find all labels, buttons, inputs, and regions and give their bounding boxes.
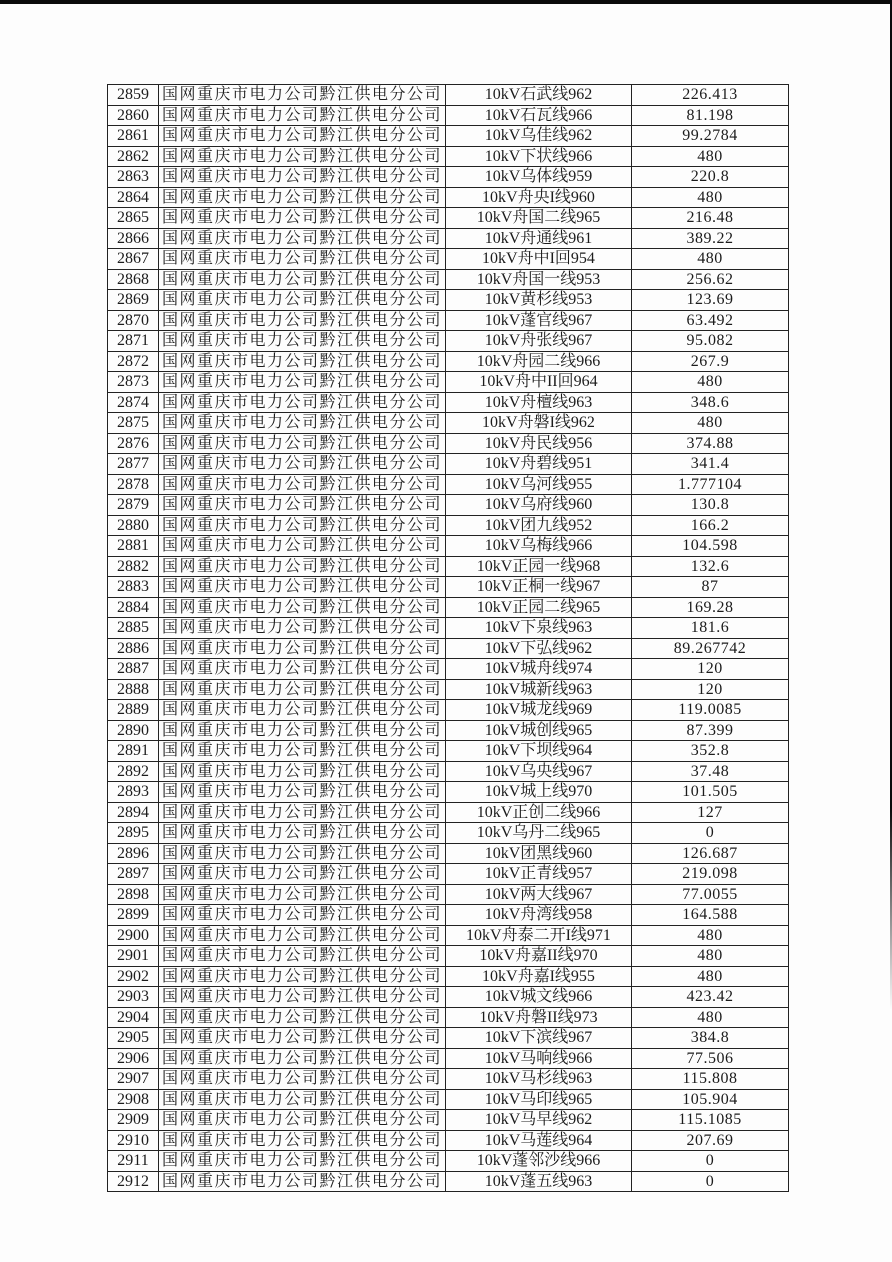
company-cell: 国网重庆市电力公司黔江供电分公司 xyxy=(159,249,446,270)
value-cell: 166.2 xyxy=(632,515,789,536)
row-number-cell: 2890 xyxy=(108,720,159,741)
row-number-cell: 2910 xyxy=(108,1130,159,1151)
line-name-cell: 10kV蓬五线963 xyxy=(446,1171,632,1192)
value-cell: 389.22 xyxy=(632,228,789,249)
line-name-cell: 10kV石瓦线966 xyxy=(446,105,632,126)
table-row xyxy=(108,823,789,844)
value-cell: 127 xyxy=(632,802,789,823)
company-cell: 国网重庆市电力公司黔江供电分公司 xyxy=(159,761,446,782)
row-number-cell: 2884 xyxy=(108,597,159,618)
row-number-cell: 2879 xyxy=(108,495,159,516)
row-number-cell: 2902 xyxy=(108,966,159,987)
value-cell: 226.413 xyxy=(632,85,789,106)
company-cell: 国网重庆市电力公司黔江供电分公司 xyxy=(159,720,446,741)
line-name-cell: 10kV石武线962 xyxy=(446,85,632,106)
line-name-cell: 10kV蓬邻沙线966 xyxy=(446,1151,632,1172)
table-row xyxy=(108,659,789,680)
line-name-cell: 10kV下状线966 xyxy=(446,146,632,167)
table-row xyxy=(108,843,789,864)
value-cell: 130.8 xyxy=(632,495,789,516)
table-row xyxy=(108,1089,789,1110)
row-number-cell: 2868 xyxy=(108,269,159,290)
table-row xyxy=(108,700,789,721)
line-name-cell: 10kV舟中II回964 xyxy=(446,372,632,393)
row-number-cell: 2881 xyxy=(108,536,159,557)
value-cell: 1.777104 xyxy=(632,474,789,495)
line-name-cell: 10kV城龙线969 xyxy=(446,700,632,721)
company-cell: 国网重庆市电力公司黔江供电分公司 xyxy=(159,269,446,290)
row-number-cell: 2888 xyxy=(108,679,159,700)
company-cell: 国网重庆市电力公司黔江供电分公司 xyxy=(159,597,446,618)
row-number-cell: 2875 xyxy=(108,413,159,434)
table-row xyxy=(108,413,789,434)
line-name-cell: 10kV乌央线967 xyxy=(446,761,632,782)
row-number-cell: 2865 xyxy=(108,208,159,229)
company-cell: 国网重庆市电力公司黔江供电分公司 xyxy=(159,187,446,208)
table-row xyxy=(108,228,789,249)
row-number-cell: 2870 xyxy=(108,310,159,331)
company-cell: 国网重庆市电力公司黔江供电分公司 xyxy=(159,1151,446,1172)
table-row xyxy=(108,85,789,106)
row-number-cell: 2909 xyxy=(108,1110,159,1131)
value-cell: 341.4 xyxy=(632,454,789,475)
table-row xyxy=(108,454,789,475)
value-cell: 101.505 xyxy=(632,782,789,803)
company-cell: 国网重庆市电力公司黔江供电分公司 xyxy=(159,1069,446,1090)
value-cell: 480 xyxy=(632,249,789,270)
value-cell: 77.0055 xyxy=(632,884,789,905)
line-name-cell: 10kV舟磐I线962 xyxy=(446,413,632,434)
company-cell: 国网重庆市电力公司黔江供电分公司 xyxy=(159,802,446,823)
table-row xyxy=(108,638,789,659)
line-name-cell: 10kV舟民线956 xyxy=(446,433,632,454)
company-cell: 国网重庆市电力公司黔江供电分公司 xyxy=(159,351,446,372)
company-cell: 国网重庆市电力公司黔江供电分公司 xyxy=(159,454,446,475)
table-row xyxy=(108,720,789,741)
line-name-cell: 10kV团黑线960 xyxy=(446,843,632,864)
row-number-cell: 2900 xyxy=(108,925,159,946)
value-cell: 89.267742 xyxy=(632,638,789,659)
company-cell: 国网重庆市电力公司黔江供电分公司 xyxy=(159,925,446,946)
company-cell: 国网重庆市电力公司黔江供电分公司 xyxy=(159,966,446,987)
company-cell: 国网重庆市电力公司黔江供电分公司 xyxy=(159,413,446,434)
company-cell: 国网重庆市电力公司黔江供电分公司 xyxy=(159,556,446,577)
company-cell: 国网重庆市电力公司黔江供电分公司 xyxy=(159,515,446,536)
company-cell: 国网重庆市电力公司黔江供电分公司 xyxy=(159,618,446,639)
company-cell: 国网重庆市电力公司黔江供电分公司 xyxy=(159,577,446,598)
row-number-cell: 2864 xyxy=(108,187,159,208)
line-name-cell: 10kV舟檀线963 xyxy=(446,392,632,413)
company-cell: 国网重庆市电力公司黔江供电分公司 xyxy=(159,1171,446,1192)
line-name-cell: 10kV舟园二线966 xyxy=(446,351,632,372)
line-name-cell: 10kV舟碧线951 xyxy=(446,454,632,475)
line-name-cell: 10kV马早线962 xyxy=(446,1110,632,1131)
row-number-cell: 2887 xyxy=(108,659,159,680)
company-cell: 国网重庆市电力公司黔江供电分公司 xyxy=(159,1130,446,1151)
table-row xyxy=(108,392,789,413)
value-cell: 0 xyxy=(632,823,789,844)
line-name-cell: 10kV城新线963 xyxy=(446,679,632,700)
line-name-cell: 10kV两大线967 xyxy=(446,884,632,905)
row-number-cell: 2911 xyxy=(108,1151,159,1172)
company-cell: 国网重庆市电力公司黔江供电分公司 xyxy=(159,843,446,864)
row-number-cell: 2882 xyxy=(108,556,159,577)
power-line-table xyxy=(107,84,789,1192)
line-name-cell: 10kV乌佳线962 xyxy=(446,126,632,147)
row-number-cell: 2904 xyxy=(108,1007,159,1028)
table-row xyxy=(108,495,789,516)
table-row xyxy=(108,966,789,987)
line-name-cell: 10kV乌梅线966 xyxy=(446,536,632,557)
value-cell: 63.492 xyxy=(632,310,789,331)
table-row xyxy=(108,577,789,598)
table-row xyxy=(108,618,789,639)
value-cell: 0 xyxy=(632,1151,789,1172)
company-cell: 国网重庆市电力公司黔江供电分公司 xyxy=(159,167,446,188)
line-name-cell: 10kV正创二线966 xyxy=(446,802,632,823)
company-cell: 国网重庆市电力公司黔江供电分公司 xyxy=(159,126,446,147)
row-number-cell: 2861 xyxy=(108,126,159,147)
row-number-cell: 2886 xyxy=(108,638,159,659)
table-row xyxy=(108,741,789,762)
line-name-cell: 10kV城文线966 xyxy=(446,987,632,1008)
line-name-cell: 10kV舟嘉II线970 xyxy=(446,946,632,967)
value-cell: 87 xyxy=(632,577,789,598)
table-row xyxy=(108,925,789,946)
line-name-cell: 10kV乌体线959 xyxy=(446,167,632,188)
value-cell: 104.598 xyxy=(632,536,789,557)
row-number-cell: 2859 xyxy=(108,85,159,106)
line-name-cell: 10kV舟湾线958 xyxy=(446,905,632,926)
value-cell: 480 xyxy=(632,925,789,946)
row-number-cell: 2878 xyxy=(108,474,159,495)
company-cell: 国网重庆市电力公司黔江供电分公司 xyxy=(159,474,446,495)
table-row xyxy=(108,331,789,352)
table-row xyxy=(108,351,789,372)
value-cell: 352.8 xyxy=(632,741,789,762)
line-name-cell: 10kV马印线965 xyxy=(446,1089,632,1110)
row-number-cell: 2899 xyxy=(108,905,159,926)
value-cell: 164.588 xyxy=(632,905,789,926)
company-cell: 国网重庆市电力公司黔江供电分公司 xyxy=(159,146,446,167)
company-cell: 国网重庆市电力公司黔江供电分公司 xyxy=(159,864,446,885)
row-number-cell: 2905 xyxy=(108,1028,159,1049)
company-cell: 国网重庆市电力公司黔江供电分公司 xyxy=(159,823,446,844)
row-number-cell: 2880 xyxy=(108,515,159,536)
table-row xyxy=(108,126,789,147)
value-cell: 219.098 xyxy=(632,864,789,885)
table-row xyxy=(108,597,789,618)
company-cell: 国网重庆市电力公司黔江供电分公司 xyxy=(159,1028,446,1049)
value-cell: 220.8 xyxy=(632,167,789,188)
line-name-cell: 10kV城舟线974 xyxy=(446,659,632,680)
company-cell: 国网重庆市电力公司黔江供电分公司 xyxy=(159,208,446,229)
line-name-cell: 10kV城创线965 xyxy=(446,720,632,741)
row-number-cell: 2891 xyxy=(108,741,159,762)
line-name-cell: 10kV舟国一线953 xyxy=(446,269,632,290)
line-table-body xyxy=(108,85,789,1192)
table-row xyxy=(108,249,789,270)
table-row xyxy=(108,290,789,311)
company-cell: 国网重庆市电力公司黔江供电分公司 xyxy=(159,536,446,557)
table-row xyxy=(108,987,789,1008)
line-name-cell: 10kV城上线970 xyxy=(446,782,632,803)
row-number-cell: 2867 xyxy=(108,249,159,270)
line-name-cell: 10kV马响线966 xyxy=(446,1048,632,1069)
value-cell: 480 xyxy=(632,966,789,987)
table-row xyxy=(108,782,789,803)
table-row xyxy=(108,167,789,188)
company-cell: 国网重庆市电力公司黔江供电分公司 xyxy=(159,1089,446,1110)
table-row xyxy=(108,1171,789,1192)
value-cell: 115.808 xyxy=(632,1069,789,1090)
company-cell: 国网重庆市电力公司黔江供电分公司 xyxy=(159,228,446,249)
row-number-cell: 2873 xyxy=(108,372,159,393)
company-cell: 国网重庆市电力公司黔江供电分公司 xyxy=(159,1007,446,1028)
company-cell: 国网重庆市电力公司黔江供电分公司 xyxy=(159,782,446,803)
value-cell: 105.904 xyxy=(632,1089,789,1110)
company-cell: 国网重庆市电力公司黔江供电分公司 xyxy=(159,679,446,700)
value-cell: 99.2784 xyxy=(632,126,789,147)
table-row xyxy=(108,1069,789,1090)
table-row xyxy=(108,1130,789,1151)
line-name-cell: 10kV舟嘉I线955 xyxy=(446,966,632,987)
row-number-cell: 2894 xyxy=(108,802,159,823)
line-name-cell: 10kV下坝线964 xyxy=(446,741,632,762)
table-row xyxy=(108,310,789,331)
row-number-cell: 2889 xyxy=(108,700,159,721)
value-cell: 374.88 xyxy=(632,433,789,454)
line-name-cell: 10kV马杉线963 xyxy=(446,1069,632,1090)
line-name-cell: 10kV舟央I线960 xyxy=(446,187,632,208)
table-row xyxy=(108,372,789,393)
row-number-cell: 2863 xyxy=(108,167,159,188)
table-row xyxy=(108,761,789,782)
value-cell: 267.9 xyxy=(632,351,789,372)
value-cell: 87.399 xyxy=(632,720,789,741)
row-number-cell: 2897 xyxy=(108,864,159,885)
company-cell: 国网重庆市电力公司黔江供电分公司 xyxy=(159,105,446,126)
row-number-cell: 2877 xyxy=(108,454,159,475)
row-number-cell: 2895 xyxy=(108,823,159,844)
table-row xyxy=(108,1007,789,1028)
table-row xyxy=(108,1110,789,1131)
line-name-cell: 10kV蓬官线967 xyxy=(446,310,632,331)
line-name-cell: 10kV乌丹二线965 xyxy=(446,823,632,844)
line-name-cell: 10kV乌河线955 xyxy=(446,474,632,495)
row-number-cell: 2862 xyxy=(108,146,159,167)
value-cell: 181.6 xyxy=(632,618,789,639)
table-row xyxy=(108,905,789,926)
value-cell: 207.69 xyxy=(632,1130,789,1151)
value-cell: 95.082 xyxy=(632,331,789,352)
company-cell: 国网重庆市电力公司黔江供电分公司 xyxy=(159,741,446,762)
row-number-cell: 2869 xyxy=(108,290,159,311)
table-row xyxy=(108,187,789,208)
value-cell: 132.6 xyxy=(632,556,789,577)
table-row xyxy=(108,864,789,885)
row-number-cell: 2896 xyxy=(108,843,159,864)
row-number-cell: 2906 xyxy=(108,1048,159,1069)
line-name-cell: 10kV正园一线968 xyxy=(446,556,632,577)
line-name-cell: 10kV黄杉线953 xyxy=(446,290,632,311)
company-cell: 国网重庆市电力公司黔江供电分公司 xyxy=(159,638,446,659)
row-number-cell: 2872 xyxy=(108,351,159,372)
line-name-cell: 10kV团九线952 xyxy=(446,515,632,536)
company-cell: 国网重庆市电力公司黔江供电分公司 xyxy=(159,310,446,331)
row-number-cell: 2912 xyxy=(108,1171,159,1192)
table-row xyxy=(108,802,789,823)
company-cell: 国网重庆市电力公司黔江供电分公司 xyxy=(159,659,446,680)
value-cell: 81.198 xyxy=(632,105,789,126)
company-cell: 国网重庆市电力公司黔江供电分公司 xyxy=(159,1110,446,1131)
row-number-cell: 2874 xyxy=(108,392,159,413)
row-number-cell: 2892 xyxy=(108,761,159,782)
row-number-cell: 2871 xyxy=(108,331,159,352)
row-number-cell: 2860 xyxy=(108,105,159,126)
value-cell: 216.48 xyxy=(632,208,789,229)
company-cell: 国网重庆市电力公司黔江供电分公司 xyxy=(159,290,446,311)
value-cell: 77.506 xyxy=(632,1048,789,1069)
table-row xyxy=(108,884,789,905)
table-row xyxy=(108,1151,789,1172)
value-cell: 480 xyxy=(632,372,789,393)
value-cell: 120 xyxy=(632,659,789,680)
row-number-cell: 2898 xyxy=(108,884,159,905)
company-cell: 国网重庆市电力公司黔江供电分公司 xyxy=(159,433,446,454)
row-number-cell: 2903 xyxy=(108,987,159,1008)
table-row xyxy=(108,679,789,700)
table-row xyxy=(108,146,789,167)
line-name-cell: 10kV舟泰二开I线971 xyxy=(446,925,632,946)
company-cell: 国网重庆市电力公司黔江供电分公司 xyxy=(159,495,446,516)
value-cell: 119.0085 xyxy=(632,700,789,721)
table-row xyxy=(108,515,789,536)
line-name-cell: 10kV正桐一线967 xyxy=(446,577,632,598)
line-name-cell: 10kV下弘线962 xyxy=(446,638,632,659)
table-row xyxy=(108,269,789,290)
value-cell: 120 xyxy=(632,679,789,700)
line-name-cell: 10kV马莲线964 xyxy=(446,1130,632,1151)
line-name-cell: 10kV舟中I回954 xyxy=(446,249,632,270)
row-number-cell: 2876 xyxy=(108,433,159,454)
company-cell: 国网重庆市电力公司黔江供电分公司 xyxy=(159,987,446,1008)
row-number-cell: 2907 xyxy=(108,1069,159,1090)
value-cell: 169.28 xyxy=(632,597,789,618)
line-name-cell: 10kV正青线957 xyxy=(446,864,632,885)
value-cell: 115.1085 xyxy=(632,1110,789,1131)
company-cell: 国网重庆市电力公司黔江供电分公司 xyxy=(159,700,446,721)
company-cell: 国网重庆市电力公司黔江供电分公司 xyxy=(159,372,446,393)
table-row xyxy=(108,1048,789,1069)
company-cell: 国网重庆市电力公司黔江供电分公司 xyxy=(159,85,446,106)
row-number-cell: 2885 xyxy=(108,618,159,639)
row-number-cell: 2893 xyxy=(108,782,159,803)
company-cell: 国网重庆市电力公司黔江供电分公司 xyxy=(159,1048,446,1069)
company-cell: 国网重庆市电力公司黔江供电分公司 xyxy=(159,905,446,926)
line-name-cell: 10kV舟磐II线973 xyxy=(446,1007,632,1028)
row-number-cell: 2908 xyxy=(108,1089,159,1110)
value-cell: 0 xyxy=(632,1171,789,1192)
line-name-cell: 10kV乌府线960 xyxy=(446,495,632,516)
value-cell: 423.42 xyxy=(632,987,789,1008)
value-cell: 37.48 xyxy=(632,761,789,782)
table-row xyxy=(108,208,789,229)
row-number-cell: 2866 xyxy=(108,228,159,249)
line-name-cell: 10kV下滨线967 xyxy=(446,1028,632,1049)
company-cell: 国网重庆市电力公司黔江供电分公司 xyxy=(159,331,446,352)
value-cell: 126.687 xyxy=(632,843,789,864)
line-name-cell: 10kV下泉线963 xyxy=(446,618,632,639)
company-cell: 国网重庆市电力公司黔江供电分公司 xyxy=(159,884,446,905)
top-edge-bar xyxy=(0,0,892,4)
table-row xyxy=(108,433,789,454)
line-name-cell: 10kV正园二线965 xyxy=(446,597,632,618)
row-number-cell: 2883 xyxy=(108,577,159,598)
table-row xyxy=(108,474,789,495)
company-cell: 国网重庆市电力公司黔江供电分公司 xyxy=(159,392,446,413)
value-cell: 480 xyxy=(632,946,789,967)
value-cell: 123.69 xyxy=(632,290,789,311)
line-name-cell: 10kV舟张线967 xyxy=(446,331,632,352)
value-cell: 480 xyxy=(632,413,789,434)
value-cell: 480 xyxy=(632,1007,789,1028)
table-row xyxy=(108,536,789,557)
value-cell: 384.8 xyxy=(632,1028,789,1049)
table-row xyxy=(108,1028,789,1049)
table-row xyxy=(108,105,789,126)
value-cell: 256.62 xyxy=(632,269,789,290)
value-cell: 480 xyxy=(632,146,789,167)
line-name-cell: 10kV舟通线961 xyxy=(446,228,632,249)
company-cell: 国网重庆市电力公司黔江供电分公司 xyxy=(159,946,446,967)
line-name-cell: 10kV舟国二线965 xyxy=(446,208,632,229)
table-row xyxy=(108,946,789,967)
table-row xyxy=(108,556,789,577)
value-cell: 348.6 xyxy=(632,392,789,413)
row-number-cell: 2901 xyxy=(108,946,159,967)
value-cell: 480 xyxy=(632,187,789,208)
